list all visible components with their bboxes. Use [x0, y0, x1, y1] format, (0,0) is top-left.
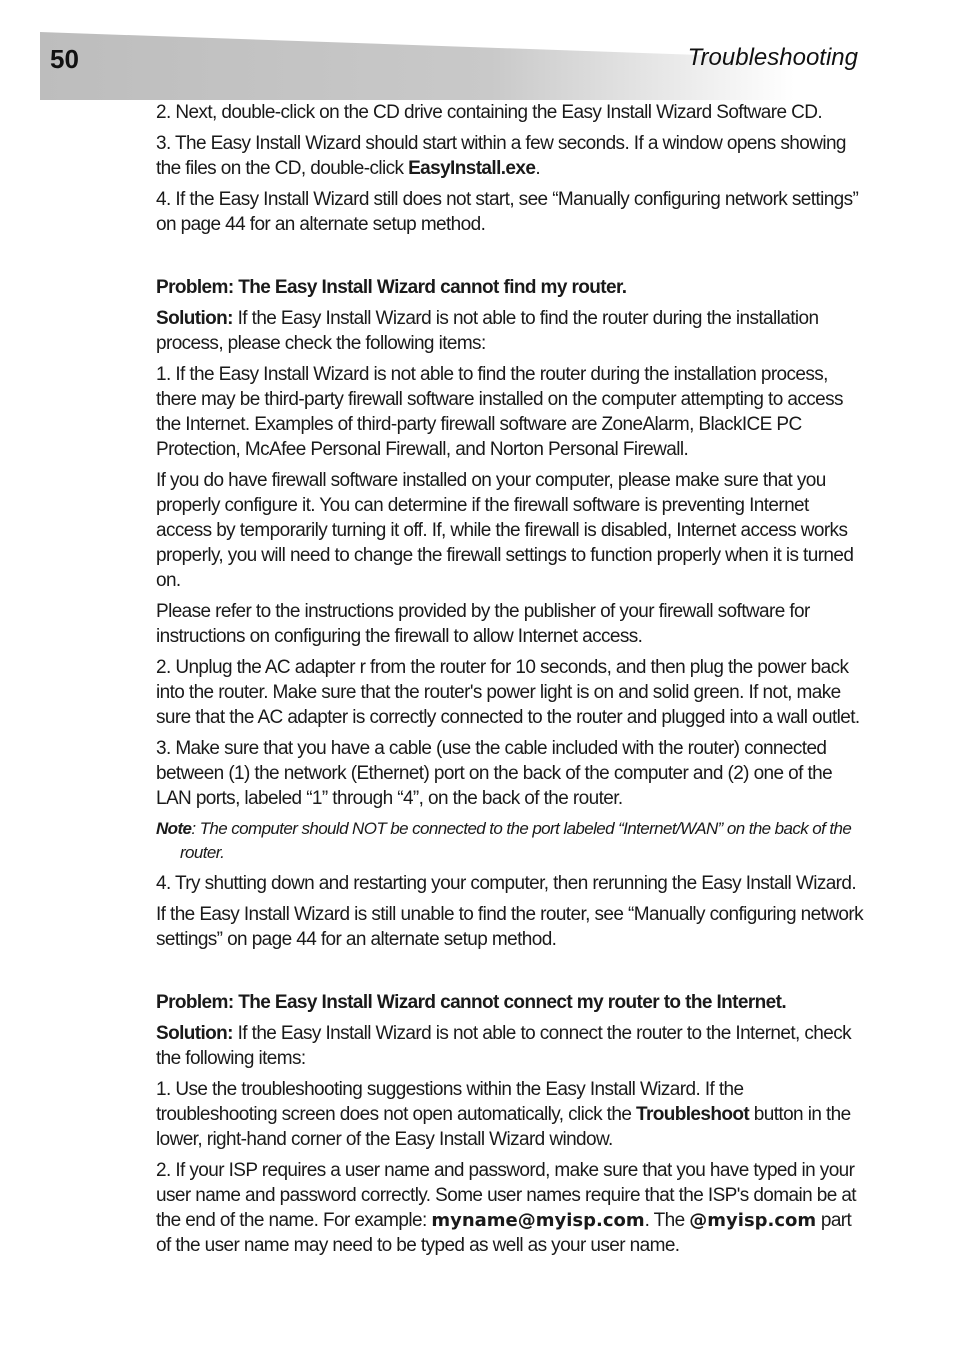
problem-2-item-2-mid: . The	[644, 1210, 690, 1231]
problem-2-item-2	[156, 1158, 864, 1258]
troubleshoot-button-reference: Troubleshoot	[635, 1104, 750, 1125]
problem-2-item-1-start: 1. Use the troubleshooting suggestions within the Easy Install Wizard. If the troubleshooting screen does not open automatically, click the	[156, 1079, 744, 1125]
problem-1-solution-text: If the Easy Install Wizard is not able to find the router during the installation process, please check the following items:	[156, 308, 819, 354]
problem-2-item-1-end: button in the lower, right-hand corner of the Easy Install Wizard window.	[156, 1104, 851, 1150]
easyinstall-exe-filename: EasyInstall.exe	[408, 158, 536, 179]
intro-step-4: 4. If the Easy Install Wizard still does not start, see “Manually configuring network settings” on page 44 for an alternate setup method.	[156, 189, 859, 235]
intro-step-3	[156, 131, 864, 181]
page-content	[156, 100, 864, 1264]
section-title: Troubleshooting	[687, 44, 858, 71]
problem-1-item-1: 1. If the Easy Install Wizard is not able to find the router during the installation process, there may be third-party firewall software installed on the computer attempting to access the Internet. Examples of third-party firewall software are ZoneAlarm, BlackICE PC Protection, McAfee Personal Firewall, and Norton Personal Firewall.	[156, 364, 843, 460]
problem-1-item-2: 2. Unplug the AC adapter r from the router for 10 seconds, and then plug the power back into the router. Make sure that the router's power light is on and solid green. If not, make sure that the AC adapter is correctly connected to the router and plugged into a wall outlet.	[156, 657, 860, 728]
page-number: 50	[50, 44, 79, 74]
section-gap	[156, 958, 864, 990]
note-label: Note	[156, 819, 192, 838]
intro-step-2: 2. Next, double-click on the CD drive containing the Easy Install Wizard Software CD.	[156, 102, 823, 123]
note-text: : The computer should NOT be connected to the port labeled “Internet/WAN” on the back of the router.	[180, 819, 852, 862]
problem-1-heading: Problem: The Easy Install Wizard cannot find my router.	[156, 277, 627, 298]
firewall-paragraph: If you do have firewall software installed on your computer, please make sure that you properly configure it. You can determine if the firewall software is preventing Internet access by temporarily turning it off. If, while the firewall is disabled, Internet access works properly, you will need to change the firewall settings to function properly when it is turned on.	[156, 470, 854, 591]
example-username: myname@myisp.com	[431, 1210, 645, 1231]
problem-2-solution-text: If the Easy Install Wizard is not able to connect the router to the Internet, check the following items:	[156, 1023, 852, 1069]
problem-1-item-4: 4. Try shutting down and restarting your computer, then rerunning the Easy Install Wizard.	[156, 873, 857, 894]
problem-2-item-2-start: 2. If your ISP requires a user name and password, make sure that you have typed in your user name and password correctly. Some user names require that the ISP's domain be at the end of the name. For example:	[156, 1160, 856, 1231]
problem-1-solution	[156, 306, 864, 356]
problem-2-heading: Problem: The Easy Install Wizard cannot connect my router to the Internet.	[156, 992, 787, 1013]
problem-2-solution	[156, 1021, 864, 1071]
solution-label: Solution:	[156, 308, 233, 329]
section-gap	[156, 243, 864, 275]
note-callout	[156, 817, 864, 865]
problem-1-item-3: 3. Make sure that you have a cable (use the cable included with the router) connected between (1) the network (Ethernet) port on the back of the computer and (2) one of the LAN ports, labeled “1” through “4”, on the back of the router.	[156, 738, 833, 809]
refer-paragraph: Please refer to the instructions provided by the publisher of your firewall software for instructions on configuring the firewall to allow Internet access.	[156, 601, 810, 647]
solution-label: Solution:	[156, 1023, 233, 1044]
intro-step-3-text: 3. The Easy Install Wizard should start within a few seconds. If a window opens showing the files on the CD, double-click	[156, 133, 846, 179]
problem-2-item-2-end: part of the user name may need to be typed as well as your user name.	[156, 1210, 852, 1256]
intro-step-3-end: .	[535, 158, 541, 179]
example-domain: @myisp.com	[689, 1210, 817, 1231]
problem-2-item-1	[156, 1077, 864, 1152]
problem-1-fallback: If the Easy Install Wizard is still unable to find the router, see “Manually configuring network settings” on page 44 for an alternate setup method.	[156, 904, 863, 950]
